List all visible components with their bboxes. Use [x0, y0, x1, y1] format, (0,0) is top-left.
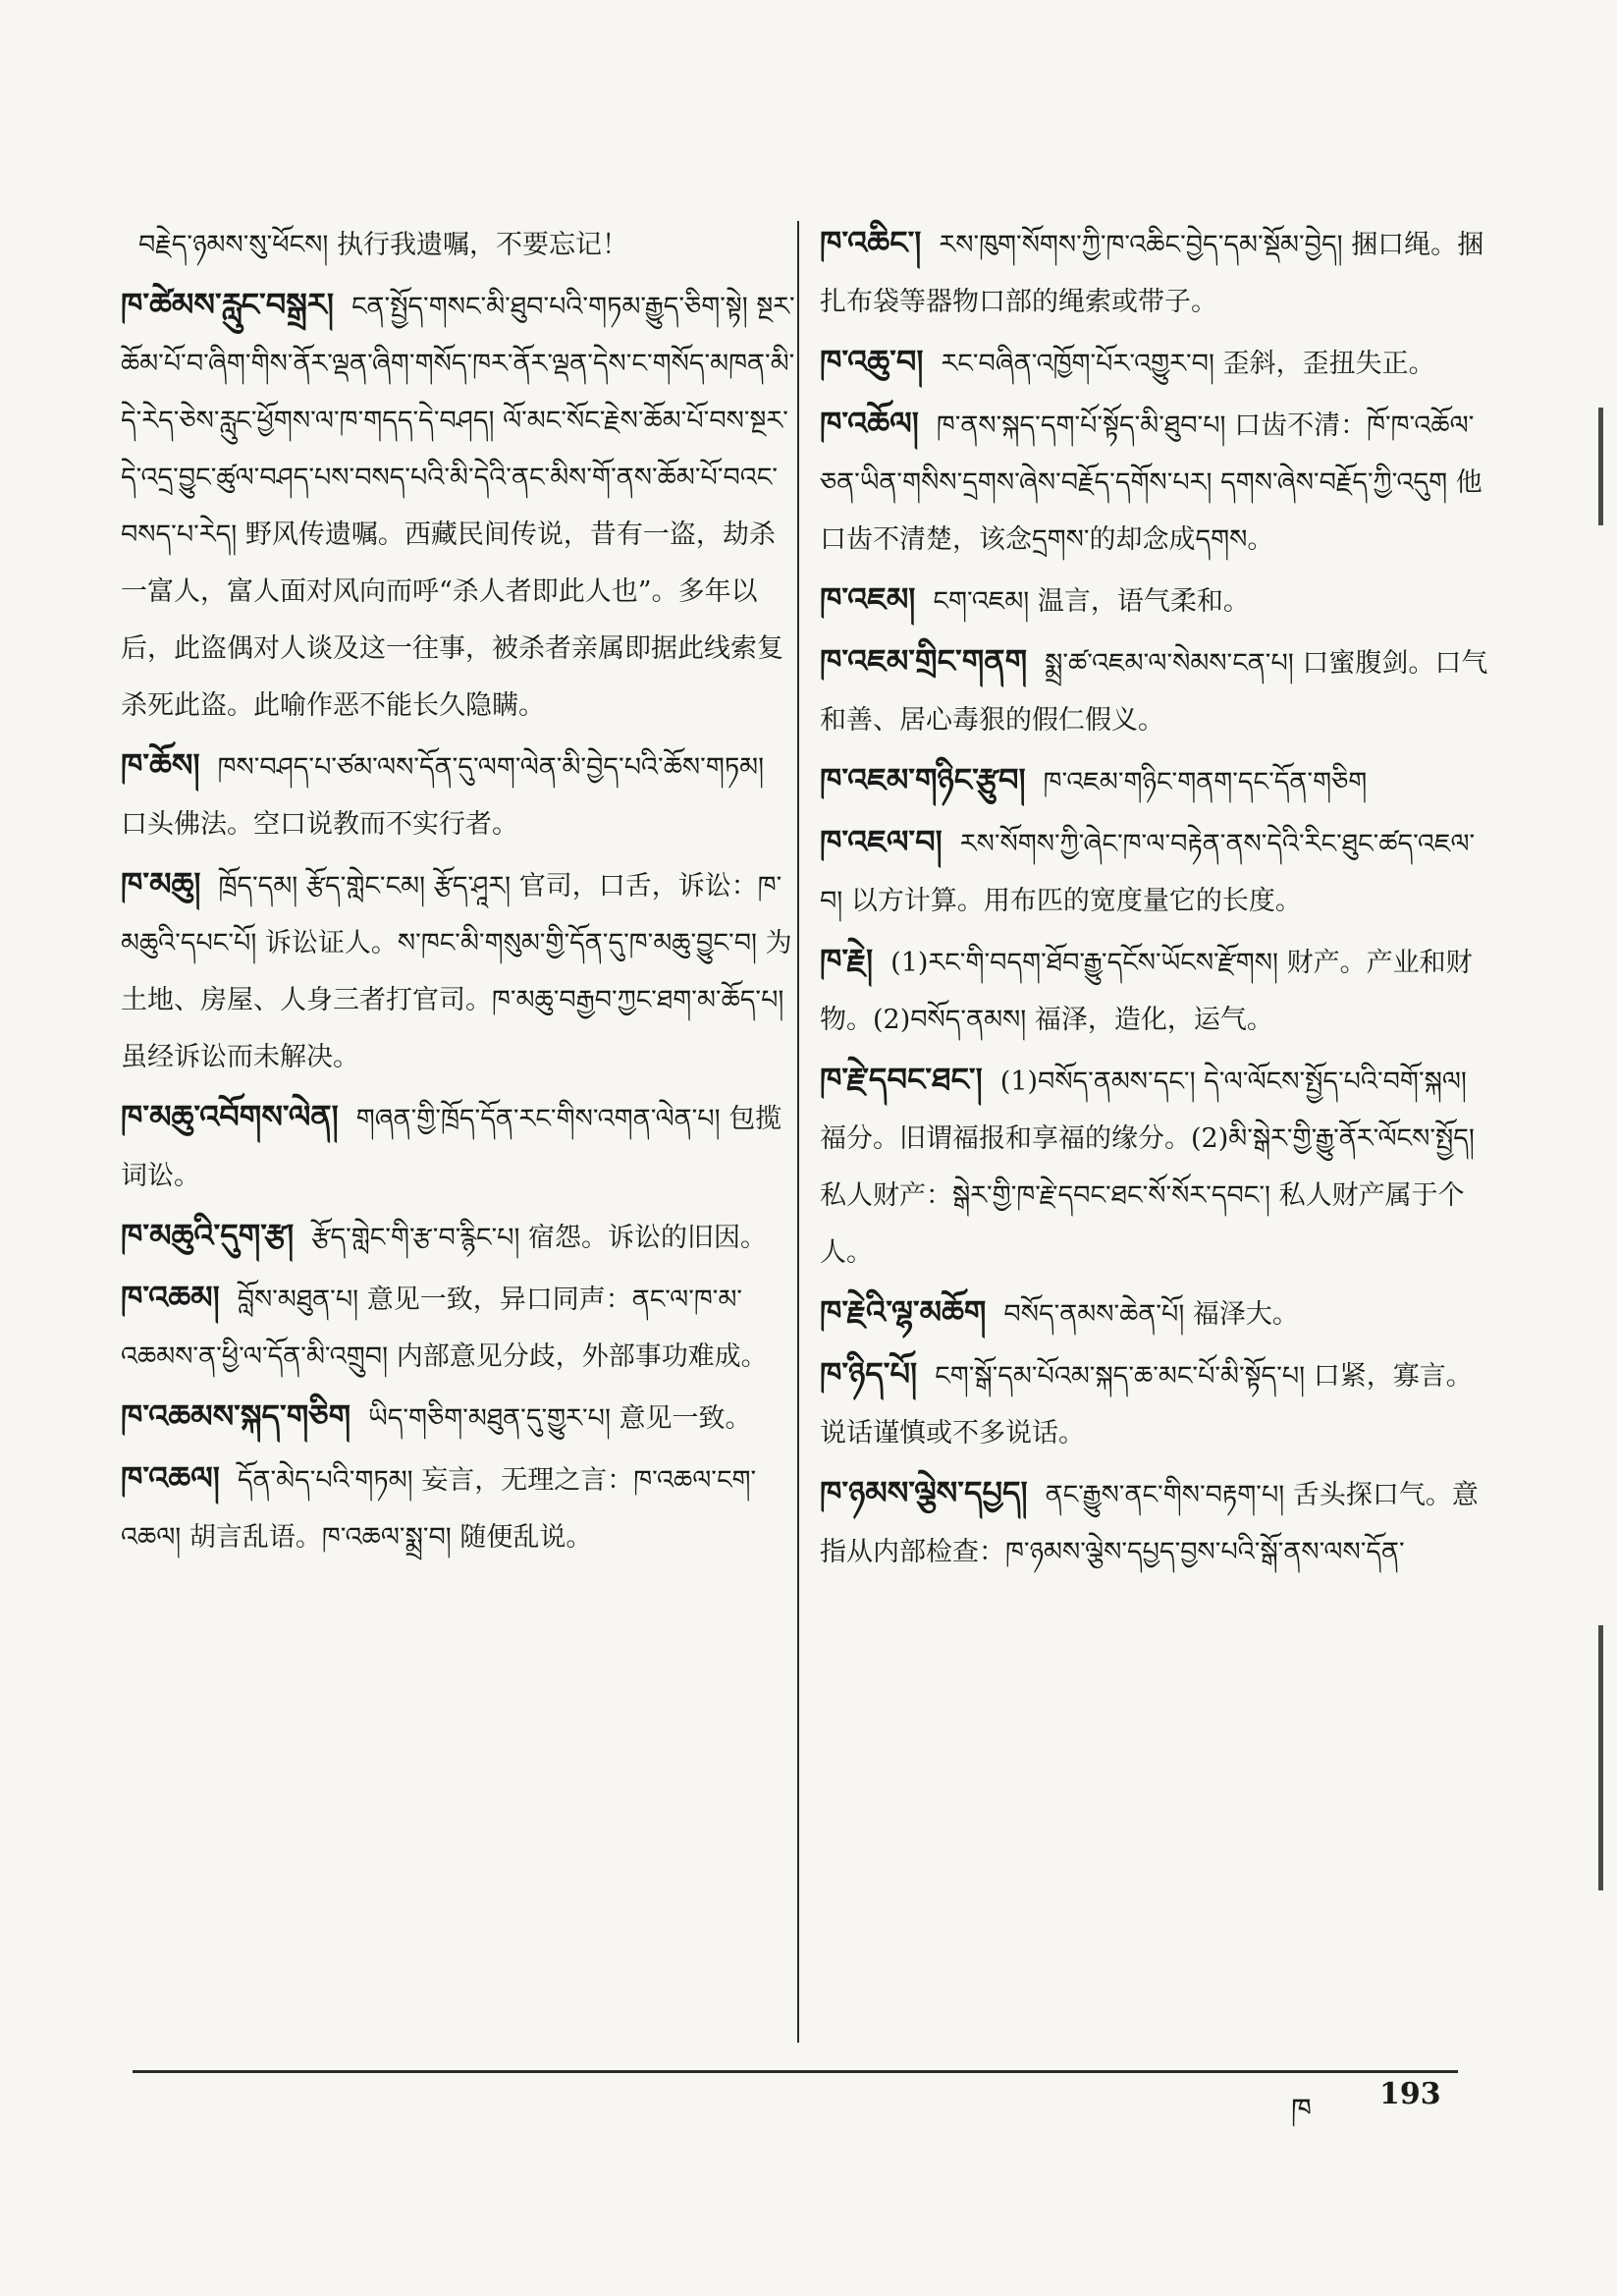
entry — [820, 632, 1497, 749]
entry — [820, 1345, 1497, 1462]
definition: ངག་སྒོ་དམ་པོའམ་སྐད་ཆ་མང་པོ་མི་སྟོད་པ། 口紧，寡言。说话谨慎或不多说话。 — [820, 1361, 1473, 1449]
headword: ཁ་འཆལ། — [121, 1459, 220, 1497]
entry — [820, 1284, 1497, 1343]
definition: ངག་འཇམ། 温言，语气柔和。 — [933, 586, 1250, 617]
definition: ཁས་བཤད་པ་ཙམ་ལས་དོན་དུ་ལག་ལེན་མི་བྱེད་པའི་ཆོས་གཏམ། 口头佛法。空口说教而不实行者。 — [121, 752, 765, 840]
entry — [121, 855, 798, 1086]
entry — [820, 813, 1497, 930]
entry — [820, 932, 1497, 1049]
edge-thumb-index-mark — [1598, 408, 1603, 525]
headword: ཁ་འཆོལ། — [820, 405, 919, 442]
headword: ཁ་རྗེ། — [820, 942, 874, 979]
definition: སྨྲ་ཚ་འཇམ་ལ་སེམས་ངན་པ། 口蜜腹剑。口气和善、居心毒狠的假仁假义。 — [820, 648, 1488, 736]
definition: བརྗེད་ཉམས་སུ་ཕོངས། 执行我遗嘱，不要忘记！ — [138, 230, 628, 260]
headword: ཁ་རྗེ་དབང་ཐང་། — [820, 1061, 983, 1098]
definition: ངན་སྤྱོད་གསང་མི་ཐུབ་པའི་གཏམ་རྒྱུད་ཅིག་སྟེ། སྔར་ཆོམ་པོ་བ་ཞིག་གིས་ནོར་ལྡན་ཞིག་གསོད་ཁར་ནོར་ལྡན་དེས་ང་གསོད་མཁན་མི་དེ་རེད་ཅེས་རླུང་ཕྱོགས་ལ་ཁ་གདད་དེ་བཤད། ལོ་མང་སོང་རྗེས་ཆོམ་པོ་བས་སྔར་དེ་འདྲ་བྱུང་ཚུལ་བཤད་པས་བསད་པའི་མི་དེའི་ནང་མིས་གོ་ནས་ཆོམ་པོ་བའང་བསད་པ་རེད། 野风传遗嘱。西藏民间传说，昔有一盗，劫杀一富人，富人面对风向而呼“杀人者即此人也”。多年以后，此盗偶对人谈及这一往事，被杀者亲属即据此线索复杀死此盗。此喻作恶不能长久隐瞒。 — [121, 292, 795, 721]
definition: (1)བསོད་ནམས་དང་། དེ་ལ་ལོངས་སྤྱོད་པའི་བགོ་སྐལ། 福分。旧谓福报和享福的缘分。(2)མི་སྒེར་གྱི་རྒྱུ་ནོར་ལོངས་སྤྱོད། 私人财产：སྒེར་གྱི་ཁ་རྗེ་དབང་ཐང་སོ་སོར་དབང་། 私人财产属于个人。 — [820, 1066, 1475, 1268]
headword: ཁ་མཆུ། — [121, 865, 201, 902]
definition: ནང་རྒྱུས་ནང་གིས་བརྟག་པ། 舌头探口气。意指从内部检查：ཁ་ཉམས་ལྕེས་དཔྱད་བྱས་པའི་སྒོ་ནས་ལས་དོན་ — [820, 1480, 1479, 1567]
entry — [820, 571, 1497, 630]
headword: ཁ་ཆོས། — [121, 746, 200, 784]
headword: ཁ་འཆམ། — [121, 1279, 220, 1316]
definition: བསོད་ནམས་ཆེན་པོ། 福泽大。 — [1003, 1299, 1299, 1330]
column-divider — [797, 221, 799, 2043]
definition: ཁ་འཇམ་གཉིང་གནག་དང་དོན་གཅིག — [1043, 767, 1368, 797]
headword: ཁ་འཆུ་བ། — [820, 343, 924, 380]
definition: གཞན་གྱི་ཁྲོད་དོན་རང་གིས་འགན་ལེན་པ། 包揽词讼。 — [121, 1104, 782, 1191]
definition: རས་ཁུག་སོགས་ཀྱི་ཁ་འཆིང་བྱེད་དམ་སྡོམ་བྱེད། 捆口绳。捆扎布袋等器物口部的绳索或带子。 — [820, 230, 1484, 317]
headword: ཁ་མཆུའི་དུག་རྩ། — [121, 1217, 295, 1254]
entry — [820, 1051, 1497, 1282]
entry — [121, 1449, 798, 1566]
entry — [121, 737, 798, 853]
headword: ཁ་ཉིད་པོ། — [820, 1355, 918, 1393]
entry — [820, 214, 1497, 331]
headword: ཁ་ཚེམས་རླུང་བསྒྲར། — [121, 286, 334, 323]
definition: རས་སོགས་ཀྱི་ཞེང་ཁ་ལ་བརྟེན་ནས་དེའི་རིང་ཐུང་ཚད་འཇལ་བ། 以方计算。用布匹的宽度量它的长度。 — [820, 829, 1476, 916]
page-section-letter: ཁ — [1291, 2093, 1312, 2127]
right-column — [820, 214, 1497, 2041]
entry — [121, 1207, 798, 1267]
edge-binding-mark — [1598, 1625, 1603, 1890]
definition: རང་བཞིན་འཁྱོག་པོར་འགྱུར་བ། 歪斜，歪扭失正。 — [941, 349, 1435, 379]
definition: རྩོད་གླེང་གི་རྩ་བ་རྙིང་པ། 宿怨。诉讼的旧因。 — [311, 1223, 768, 1253]
entry — [121, 1269, 798, 1386]
headword: ཁ་འཆམས་སྐད་གཅིག — [121, 1397, 351, 1435]
definition: ཁྲོད་དམ། རྩོད་གླེང་ངམ། རྩོད་ཤཱར། 官司，口舌，诉讼：ཁ་མཆུའི་དཔང་པོ། 诉讼证人。ས་ཁང་མི་གསུམ་གྱི་དོན་དུ་ཁ་མཆུ་བྱུང་བ། 为土地、房屋、人身三者打官司。ཁ་མཆུ་བརྒྱབ་ཀྱང་ཐག་མ་ཆོད་པ། 虽经诉讼而未解决。 — [121, 871, 792, 1072]
headword: ཁ་འཇམ་གཉིང་རྩུབ། — [820, 761, 1026, 798]
headword: ཁ་འཆིང་། — [820, 224, 922, 261]
definition: དོན་མེད་པའི་གཏམ། 妄言，无理之言：ཁ་འཆལ་ངག་འཆལ། 胡言乱语。ཁ་འཆལ་སྨྲ་བ། 随便乱说。 — [121, 1465, 757, 1553]
left-column — [121, 214, 798, 2041]
headword: ཁ་རྗེའི་ལྷ་མཆོག — [820, 1293, 987, 1331]
entry — [121, 276, 798, 735]
headword: ཁ་འཇལ་བ། — [820, 823, 943, 860]
entry — [820, 1464, 1497, 1581]
entry — [820, 751, 1497, 811]
definition: (1)རང་གི་བདག་ཐོབ་རྒྱུ་དངོས་ཡོངས་རྫོགས། 财产。产业和财物。(2)བསོད་ནམས། 福泽，造化，运气。 — [820, 948, 1473, 1035]
entry — [820, 395, 1497, 569]
page-number: 193 — [1379, 2077, 1441, 2111]
headword: ཁ་འཇམ། — [820, 580, 916, 618]
entry — [121, 1388, 798, 1448]
definition: ཡིད་གཅིག་མཐུན་དུ་གྱུར་པ། 意见一致。 — [368, 1403, 752, 1434]
entry — [820, 333, 1497, 393]
headword: ཁ་ཉམས་ལྕེས་དཔྱད། — [820, 1474, 1028, 1511]
footer-rule — [133, 2070, 1458, 2073]
headword: ཁ་མཆུ་འབོགས་ལེན། — [121, 1098, 339, 1135]
definition: ཁ་ནས་སྐད་དག་པོ་སྟོད་མི་ཐུབ་པ། 口齿不清：ཁོ་ཁ་འཆོལ་ཅན་ཡིན་གསིས་དྲགས་ཞེས་བརྗོད་དགོས་པར། དགས་ཞེས་བརྗོད་ཀྱི་འདུག 他口齿不清楚，该念དྲགས་的却念成དགས。 — [820, 410, 1482, 555]
definition: བློས་མཐུན་པ། 意见一致，异口同声：ནང་ལ་ཁ་མ་འཆམས་ན་ཕྱི་ལ་དོན་མི་འགྲུབ། 内部意见分歧，外部事功难成。 — [121, 1285, 768, 1372]
headword: ཁ་འཇམ་གྲིང་གནག — [820, 642, 1028, 680]
entry — [121, 214, 798, 274]
entry — [121, 1088, 798, 1205]
